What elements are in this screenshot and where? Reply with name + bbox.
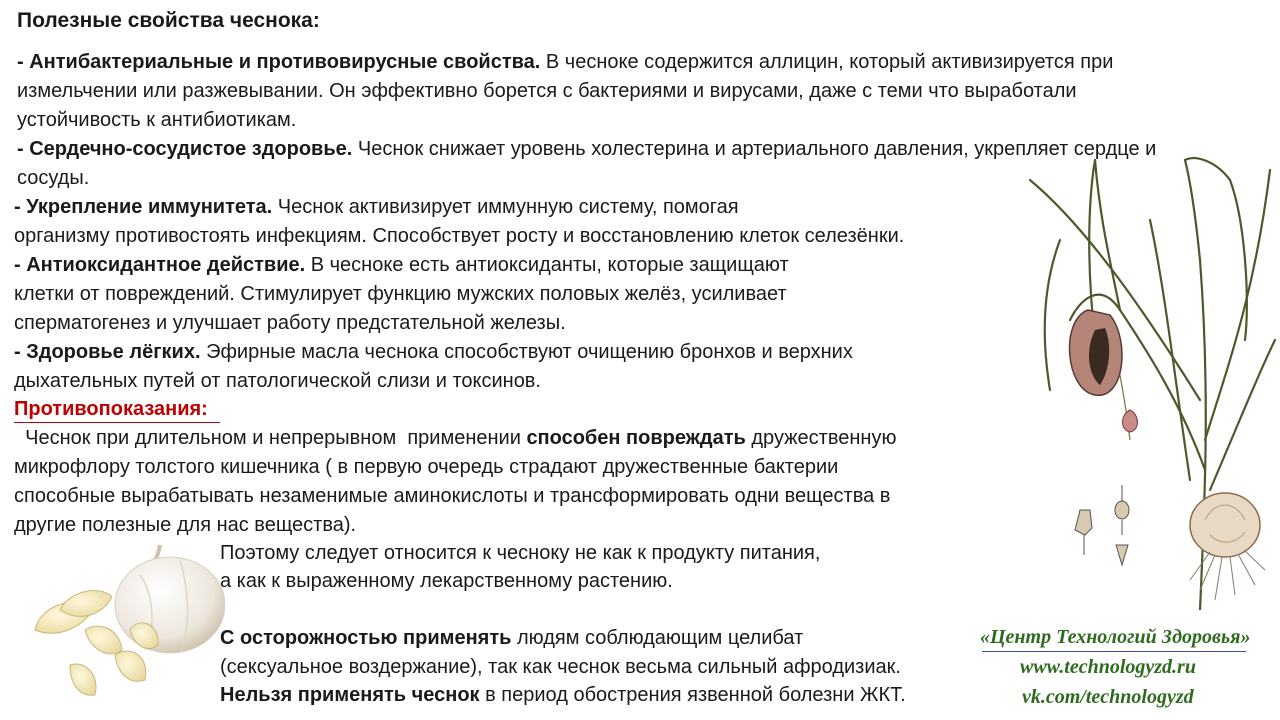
benefit-antioxidant-line-2 xyxy=(14,282,787,306)
title-bold: чеснока xyxy=(229,9,313,32)
contra-para3-line-2 xyxy=(220,655,901,679)
benefit-antibacterial-line-3 xyxy=(17,108,296,132)
benefit-cardio-line-1 xyxy=(17,137,1156,161)
benefit-text: организму противостоять инфекциям. Способствует росту и восстановлению клеток селезёнки. xyxy=(14,225,905,247)
benefit-text: В чесноке есть антиоксиданты, которые защищают xyxy=(305,254,789,276)
contra-bold: способен повреждать xyxy=(526,427,746,449)
contra-text: способные вырабатывать незаменимые аминокислоты и трансформировать одни вещества в xyxy=(14,485,891,507)
benefit-text: Чеснок активизирует иммунную систему, помогая xyxy=(272,196,739,218)
benefit-heading: - Антибактериальные и противовирусные свойства. xyxy=(17,51,541,73)
contra-para1-line-4 xyxy=(14,513,356,537)
contra-text: другие полезные для нас вещества). xyxy=(14,514,357,536)
benefit-heading: - Здоровье лёгких. xyxy=(14,341,201,363)
contra-bold: С осторожностью применять xyxy=(220,627,512,649)
benefit-text: Эфирные масла чеснока способствуют очищению бронхов и верхних xyxy=(200,341,853,363)
badge-underline xyxy=(982,651,1246,652)
benefit-heading: - Укрепление иммунитета. xyxy=(14,196,273,218)
benefit-cardio-line-2 xyxy=(17,166,89,190)
benefit-lungs-line-1 xyxy=(14,340,853,364)
garlic-bulb-illustration xyxy=(30,535,225,720)
badge-vk-link[interactable]: vk.com/technologyzd xyxy=(1022,686,1194,708)
page-title xyxy=(17,9,320,33)
badge-name: «Центр Технологий Здоровья» xyxy=(980,626,1251,648)
contra-para1-line-1 xyxy=(14,426,896,450)
contra-text: Чеснок при длительном и непрерывном применении xyxy=(14,427,527,449)
contra-para3-line-3 xyxy=(220,683,906,707)
benefit-heading: - Антиоксидантное действие. xyxy=(14,254,306,276)
contraindications-heading: Противопоказания: xyxy=(14,398,208,420)
benefit-lungs-line-2 xyxy=(14,369,541,393)
benefit-text: сосуды. xyxy=(17,167,90,189)
contra-text: в период обострения язвенной болезни ЖКТ. xyxy=(479,684,906,706)
benefit-immunity-line-1 xyxy=(14,195,739,219)
benefit-antioxidant-line-3 xyxy=(14,311,566,335)
benefit-text: сперматогенез и улучшает работу предстательной железы. xyxy=(14,312,566,334)
badge-site-link[interactable]: www.technologyzd.ru xyxy=(1020,656,1196,678)
benefit-immunity-line-2 xyxy=(14,224,904,248)
contraindications-underline xyxy=(14,422,220,423)
contra-para3-line-1 xyxy=(220,626,803,650)
contra-para2-line-2: а как к выраженному лекарственному растению. xyxy=(220,570,673,592)
contra-para1-line-2 xyxy=(14,455,838,479)
contra-text: людям соблюдающим целибат xyxy=(511,627,804,649)
title-colon: : xyxy=(312,9,320,32)
contra-para1-line-3 xyxy=(14,484,890,508)
title-prefix: Полезные свойства xyxy=(17,9,230,32)
benefit-text: устойчивость к антибиотикам. xyxy=(17,109,297,131)
contra-text: микрофлору толстого кишечника ( в первую очередь страдают дружественные бактерии xyxy=(14,456,839,478)
benefit-text: дыхательных путей от патологической слизи и токсинов. xyxy=(14,370,541,392)
contra-text: дружественную xyxy=(745,427,897,449)
contra-bold: Нельзя применять чеснок xyxy=(220,684,480,706)
benefit-text: В чесноке содержится аллицин, который активизируется при xyxy=(540,51,1114,73)
contra-para2-line-1: Поэтому следует относится к чесноку не как к продукту питания, xyxy=(220,542,821,564)
garlic-plant-illustration xyxy=(1000,140,1280,610)
benefit-antibacterial-line-1 xyxy=(17,50,1113,74)
benefit-text: клетки от повреждений. Стимулирует функцию мужских половых желёз, усиливает xyxy=(14,283,787,305)
benefit-antibacterial-line-2 xyxy=(17,79,1077,103)
benefit-text: Чеснок снижает уровень холестерина и артериального давления, укрепляет сердце и xyxy=(352,138,1157,160)
benefit-text: измельчении или разжевывании. Он эффективно борется с бактериями и вирусами, даже с теми что выработали xyxy=(17,80,1077,102)
benefit-heading: - Сердечно-сосудистое здоровье. xyxy=(17,138,353,160)
benefit-antioxidant-line-1 xyxy=(14,253,789,277)
contra-text: (сексуальное воздержание), так как чеснок весьма сильный афродизиак. xyxy=(220,656,901,678)
